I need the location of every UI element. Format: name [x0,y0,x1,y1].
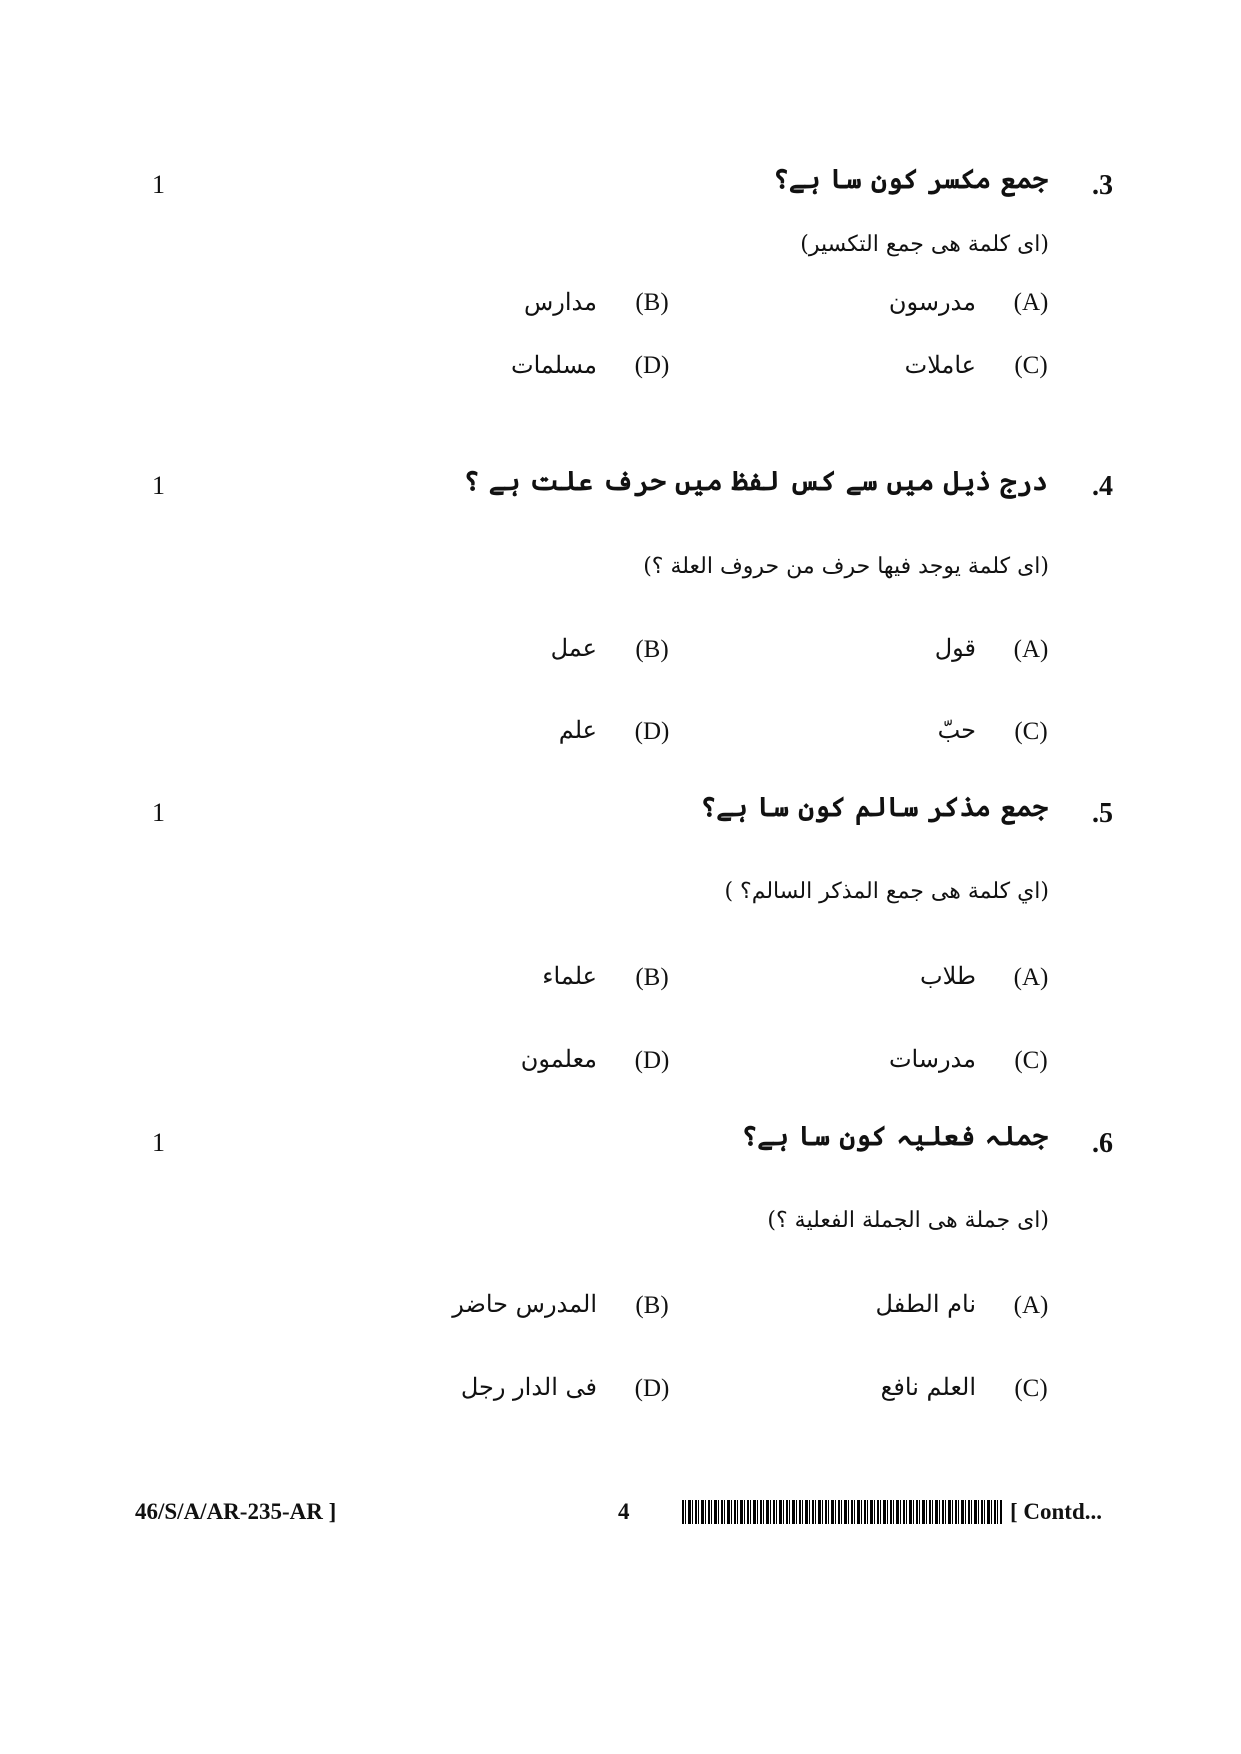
option-d-label: (D) [634,352,670,379]
option-b-label: (B) [635,289,669,316]
question-text: جمع مکسر کون سا ہے؟ [773,164,1048,195]
question-number: .4 [1092,471,1113,502]
question-number: .5 [1092,798,1113,829]
option-d-text: مسلمات [511,351,597,379]
option-b-label: (B) [635,964,669,991]
option-a-text: نام الطفل [875,1290,976,1318]
option-c-text: مدرسات [888,1045,976,1073]
question-number: .6 [1092,1128,1113,1159]
option-a-text: مدرسون [888,288,976,316]
marks: 1 [152,170,165,199]
option-b-label: (B) [635,1292,669,1319]
option-c-text: حبّ [937,716,976,744]
option-a-label: (A) [1013,636,1049,663]
marks: 1 [152,798,165,827]
option-d-label: (D) [634,1047,670,1074]
page-number: 4 [618,1499,630,1524]
question-text: جمع مذکر سالم کون سا ہے؟ [700,792,1048,823]
option-a-text: طلاب [919,962,976,990]
option-c-text: العلم نافع [880,1373,976,1401]
option-d-text: علم [558,716,597,744]
option-d-text: فی الدار رجل [460,1373,597,1401]
option-b-text: علماء [542,962,597,990]
option-c-label: (C) [1014,352,1048,379]
question-arabic: (ای کلمة یوجد فیها حرف من حروف العلة ؟) [643,554,1049,579]
option-c-label: (C) [1014,1047,1048,1074]
option-c-text: عاملات [904,351,976,379]
option-d-text: معلمون [520,1045,597,1073]
option-a-text: قول [934,634,976,662]
option-a-label: (A) [1013,1292,1049,1319]
paper-code: 46/S/A/AR-235-AR ] [135,1499,337,1524]
option-a-label: (A) [1013,964,1049,991]
option-d-label: (D) [634,1375,670,1402]
option-b-text: عمل [550,634,597,662]
option-c-label: (C) [1014,1375,1048,1402]
option-b-text: مدارس [523,288,597,316]
question-arabic: (ای کلمة هی جمع التکسیر) [800,232,1049,257]
option-b-text: المدرس حاضر [452,1290,597,1318]
barcode-icon [682,1500,1002,1524]
question-arabic: (اي کلمة هی جمع المذکر السالم؟ ) [724,879,1049,904]
question-text: جملہ فعلیہ کون سا ہے؟ [741,1121,1048,1152]
option-c-label: (C) [1014,718,1048,745]
marks: 1 [152,471,165,500]
marks: 1 [152,1128,165,1157]
question-arabic: (ای جملة هی الجملة الفعلیة ؟) [767,1208,1049,1233]
question-number: .3 [1092,170,1113,201]
option-a-label: (A) [1013,289,1049,316]
continued-label: [ Contd... [1010,1499,1103,1524]
option-b-label: (B) [635,636,669,663]
question-text: درج ذیل میں سے کس لفظ میں حرف علت ہے ؟ [463,466,1048,497]
option-d-label: (D) [634,718,670,745]
